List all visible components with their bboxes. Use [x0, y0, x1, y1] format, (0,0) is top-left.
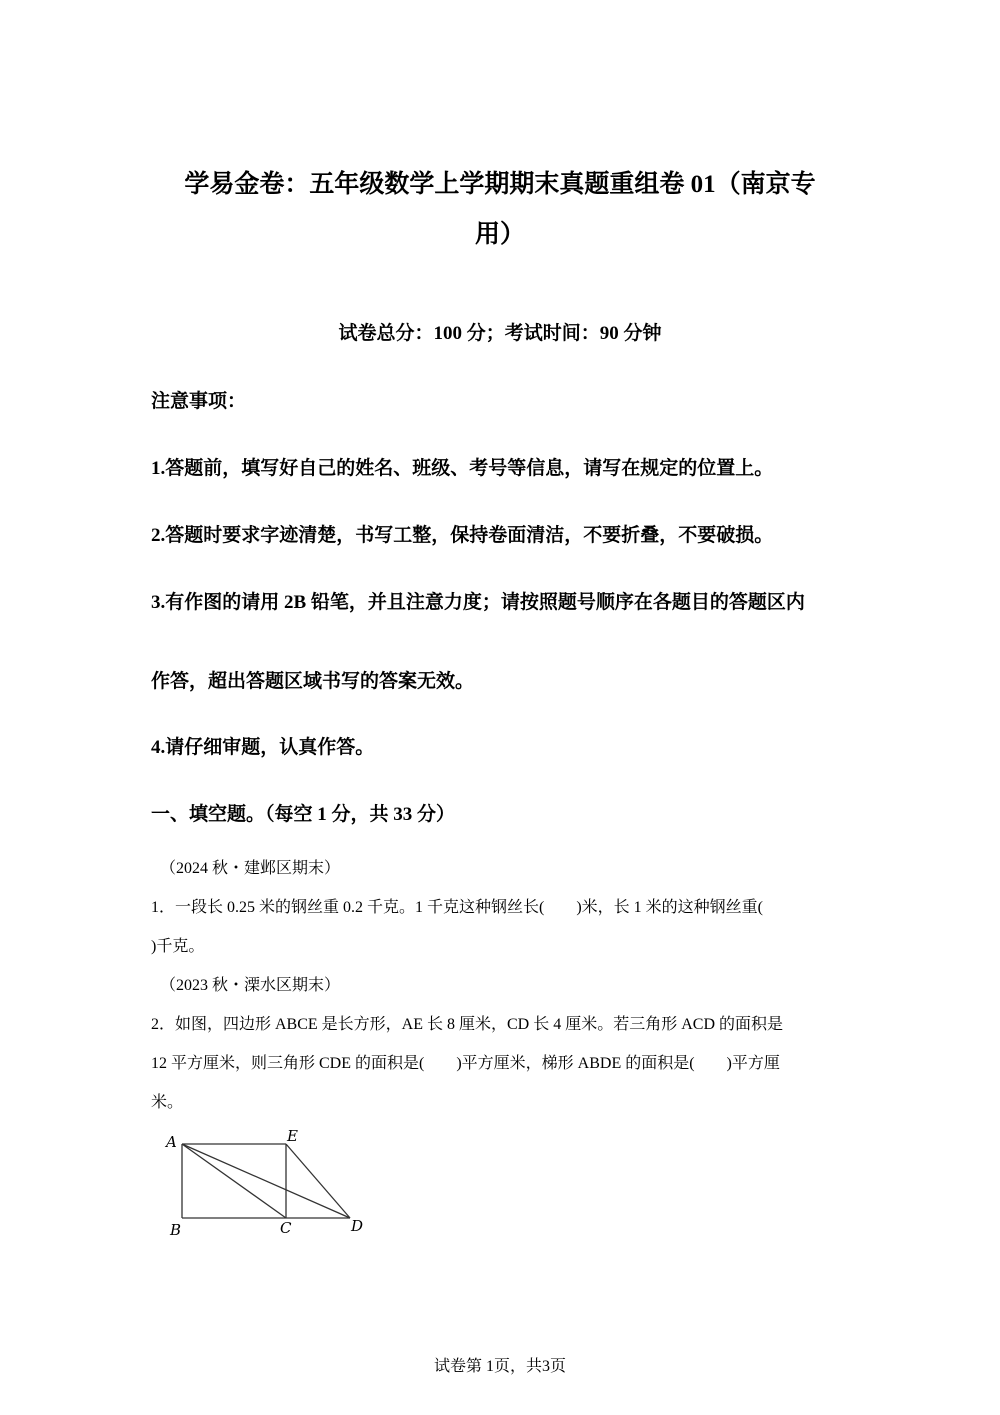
notice-item-1: 1.答题前，填写好自己的姓名、班级、考号等信息，请写在规定的位置上。	[151, 458, 774, 479]
question-2-geometry-figure	[160, 1125, 380, 1240]
exam-info: 试卷总分：100 分；考试时间：90 分钟	[338, 323, 662, 344]
page-title-line-1: 学易金卷：五年级数学上学期期末真题重组卷 01（南京专	[184, 171, 816, 198]
notice-item-4: 4.请仔细审题，认真作答。	[151, 737, 375, 758]
question-1-line-1: 1．一段长 0.25 米的钢丝重 0.2 千克。1 千克这种钢丝长( )米，长 1 米的这种钢丝重(	[151, 899, 763, 916]
segment-ed	[286, 1144, 350, 1218]
label-c: C	[280, 1219, 292, 1237]
segment-ac	[182, 1144, 286, 1218]
label-d: D	[351, 1217, 364, 1235]
notice-item-3-line-1: 3.有作图的请用 2B 铅笔，并且注意力度；请按照题号顺序在各题目的答题区内	[151, 592, 805, 613]
question-1-source: （2024 秋・建邺区期末）	[160, 860, 341, 877]
question-2-line-2: 12 平方厘米，则三角形 CDE 的面积是( )平方厘米，梯形 ABDE 的面积是( )平方厘	[151, 1055, 780, 1072]
question-2-line-1: 2．如图，四边形 ABCE 是长方形，AE 长 8 厘米，CD 长 4 厘米。若三角形 ACD 的面积是	[151, 1016, 784, 1033]
page-title-line-2: 用）	[474, 221, 525, 248]
segment-ad	[182, 1144, 350, 1218]
question-1-line-2: )千克。	[151, 938, 205, 955]
label-e: E	[287, 1127, 298, 1145]
question-2-line-3: 米。	[151, 1094, 184, 1111]
notice-heading: 注意事项：	[151, 391, 247, 412]
page-footer: 试卷第 1页，共3页	[433, 1358, 566, 1375]
label-b: B	[170, 1221, 182, 1239]
question-2-source: （2023 秋・溧水区期末）	[160, 977, 341, 994]
notice-item-2: 2.答题时要求字迹清楚，书写工整，保持卷面清洁，不要折叠，不要破损。	[151, 525, 774, 546]
notice-item-3-line-2: 作答，超出答题区域书写的答案无效。	[151, 671, 475, 692]
label-a: A	[166, 1133, 177, 1151]
section-1-heading: 一、填空题。（每空 1 分，共 33 分）	[151, 804, 456, 825]
